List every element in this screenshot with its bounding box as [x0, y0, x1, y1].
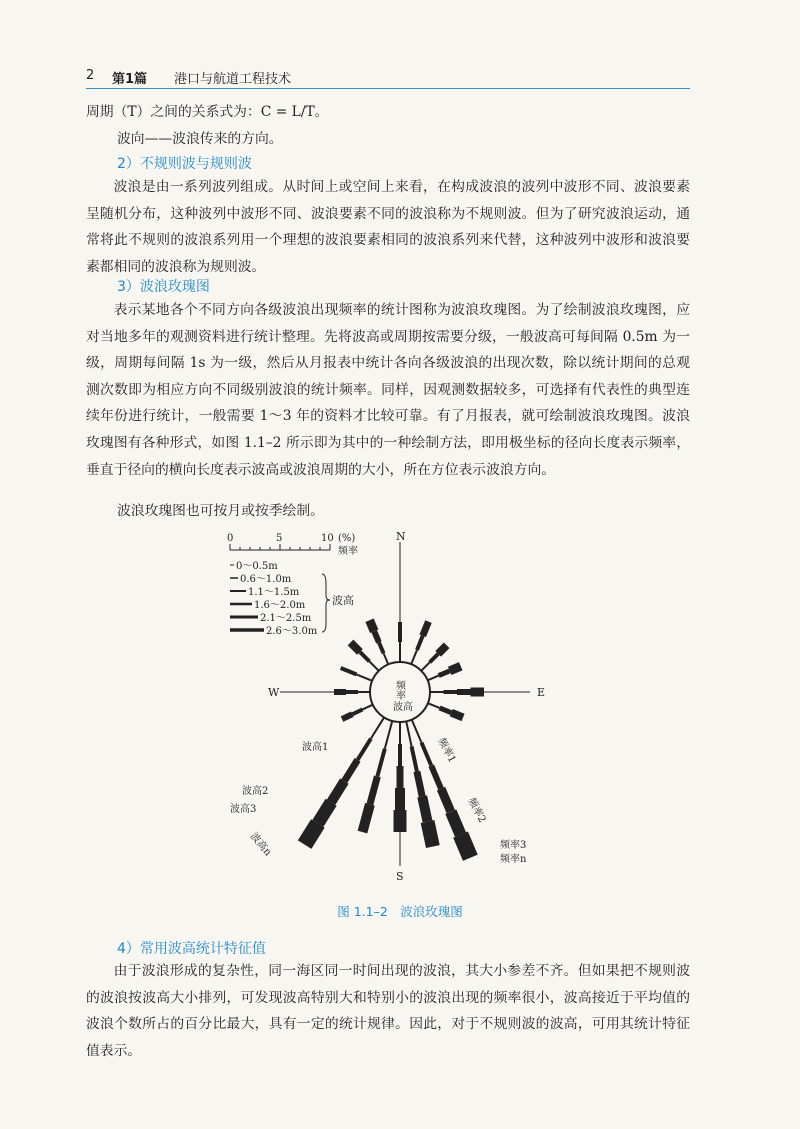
rose-arm-segment [412, 746, 417, 771]
rose-arm-segment [385, 721, 392, 749]
rose-arm-segment [352, 709, 362, 714]
page-number: 2 [86, 68, 95, 83]
running-header [86, 66, 690, 88]
paragraph-wave-statistics: 由于波浪形成的复杂性，同一海区同一时间出现的波浪，其大小参差不齐。但如果把不规则波的波浪按波高大小排列，可发现波高特别大和特别小的波浪出现的频率很小，波高接近于平均值的波浪个数所占的百分比最大，具有一定的统计规律。因此，对于不规则波的波高，可用其统计特征值表示。 [86, 963, 690, 1059]
compass-n: N [396, 530, 406, 543]
rose-arm-segment [384, 653, 389, 664]
compass-s: S [396, 870, 404, 883]
rose-arm-segment [461, 835, 471, 858]
rose-arm-segment [417, 771, 422, 796]
chapter-title: 港口与航道工程技术 [174, 72, 292, 87]
rose-arm-segment [450, 666, 461, 671]
section-heading-4: 4）常用波高统计特征值 [117, 941, 266, 957]
rose-arm-segment [305, 823, 318, 844]
scale-label: 频率 [338, 546, 358, 557]
rose-arm-segment [331, 781, 344, 802]
scale-tick-5: 5 [276, 533, 283, 544]
center-label-height: 波高 [393, 702, 413, 713]
rose-arm-segment [362, 804, 369, 832]
rose-arm-segment [421, 662, 429, 670]
rose-arm-segment [412, 720, 422, 743]
legend-item-1: 0～0.5m [236, 561, 278, 572]
annot-freq-n: 频率n [500, 854, 527, 865]
part-label: 第1篇 [112, 72, 148, 87]
rose-arm-segment [430, 654, 438, 662]
rose-arm-segment [421, 743, 431, 766]
annot-freq-3: 频率3 [500, 840, 527, 851]
rose-arm-segment [360, 652, 369, 661]
rose-arms [305, 620, 484, 857]
rose-arm-segment [451, 812, 461, 835]
scale-tick-0: 0 [227, 533, 234, 544]
annot-wave-height-2: 波高2 [242, 786, 269, 797]
header-rule [86, 88, 690, 89]
rose-arm-segment [377, 749, 384, 777]
figure-caption: 图 1.1–2 波浪玫瑰图 [337, 904, 463, 919]
rose-arm-segment [428, 703, 440, 708]
annot-wave-height-n: 波高n [247, 830, 274, 859]
rose-arm-segment [431, 766, 441, 789]
rose-arm-segment [379, 642, 384, 653]
legend-item-2: 0.6～1.0m [240, 574, 292, 585]
rose-arm-segment [371, 717, 384, 738]
legend-item-4: 1.6～2.0m [254, 600, 306, 611]
scale-tick-10: 10 [321, 533, 334, 544]
rose-arm-segment [370, 620, 375, 631]
rose-arm-segment [423, 622, 429, 636]
section-heading-2: 2）不规则波与规则波 [117, 156, 252, 172]
paragraph-irregular-wave: 波浪是由一系列波列组成。从时间上或空间上来看，在构成波浪的波列中波形不同、波浪要素呈随机分布，这种波列中波形不同、波浪要素不同的波浪称为不规则波。但为了研究波浪运动，通常将此不规则的波浪系列用一个理想的波浪要素相同的波浪系列来代替，这种波列中波形和波浪要素都相同的波浪称为规则波。 [86, 179, 690, 275]
rose-arm-segment [358, 739, 371, 760]
wave-rose-diagram [210, 528, 570, 896]
rose-arm-segment [344, 760, 357, 781]
rose-arm-segment [342, 714, 352, 719]
rose-arm-segment [406, 721, 411, 746]
legend-item-5: 2.1～2.5m [260, 613, 312, 624]
annot-wave-height-1: 波高1 [302, 742, 329, 753]
annot-wave-height-3: 波高3 [230, 804, 257, 815]
rose-arm-segment [428, 676, 439, 681]
annot-freq-1: 频率1 [435, 736, 458, 765]
legend-item-6: 2.6～3.0m [266, 626, 318, 637]
center-label-frequency: 频率 [393, 680, 405, 700]
rose-arm-segment [428, 822, 433, 847]
rose-arm-segment [422, 796, 427, 821]
rose-arm-segment [374, 631, 379, 642]
paragraph-wave-rose-2: 波浪玫瑰图也可按月或按季绘制。 [117, 503, 324, 519]
legend-group-label: 波高 [332, 594, 354, 607]
rose-arm-segment [351, 643, 360, 652]
rose-arm-segment [438, 645, 446, 653]
rose-arm-segment [356, 674, 372, 680]
rose-arm-segment [341, 668, 357, 674]
compass-e: E [537, 686, 546, 699]
rose-arm-segment [363, 705, 373, 710]
rose-arm-segment [417, 636, 423, 650]
rose-arm-segment [441, 789, 451, 812]
legend-item-3: 1.1～1.5m [248, 587, 300, 598]
rose-arm-segment [451, 713, 463, 718]
rose-arm-segment [439, 671, 450, 676]
annot-freq-2: 频率2 [465, 796, 488, 825]
rose-arm-segment [370, 777, 377, 805]
scale-unit: (%) [338, 533, 356, 544]
text-line-relation: 周期（T）之间的关系式为：C = L/T。 [86, 104, 329, 120]
rose-arm-segment [369, 661, 378, 670]
rose-arm-segment [411, 650, 417, 664]
paragraph-wave-rose: 表示某地各个不同方向各级波浪出现频率的统计图称为波浪玫瑰图。为了绘制波浪玫瑰图，应对当地多年的观测资料进行统计整理。先将波高或周期按需要分级，一般波高可每间隔 0.5m 为一级，周期每间隔 1s 为一级，然后从月报表中统计各向各级波浪的出现次数，除以统计期间的总观测次数即为相应方向不同级别波浪的统计频率。同样，因观测数据较多，可选择有代表性的典型连续年份进行统计，一般需要 1～3 年的资料才比较可靠。有了月报表，就可绘制波浪玫瑰图。波浪玫瑰图有各种形式，如图 1.1–2 所示即为其中的一种绘制方法，即用极坐标的径向长度表示频率，垂直于径向的横向长度表示波高或波浪周期的大小，所在方位表示波浪方向。 [86, 302, 690, 478]
rose-arm-segment [318, 802, 331, 823]
section-heading-3: 3）波浪玫瑰图 [117, 279, 210, 295]
rose-arm-segment [440, 708, 452, 713]
compass-w: W [268, 686, 280, 699]
text-line-wave-direction: 波向——波浪传来的方向。 [117, 131, 283, 147]
